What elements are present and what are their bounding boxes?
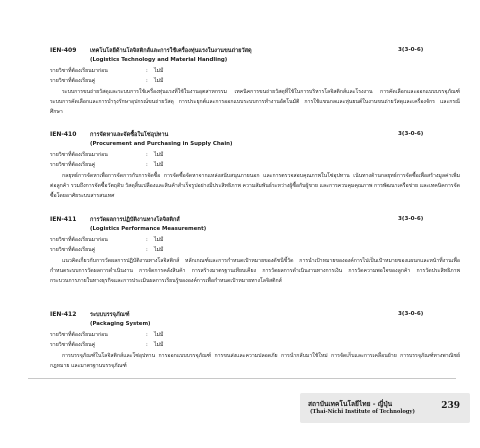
course-ien-409 — [50, 47, 460, 115]
course-credits: 3(3-0-6) — [398, 311, 424, 317]
prerequisite-label: รายวิชาที่ต้องเรียนมาก่อน — [50, 237, 108, 243]
corequisite-label: รายวิชาที่ต้องเรียนคู่ — [50, 247, 96, 253]
prerequisite-row — [50, 331, 163, 339]
colon: : — [146, 68, 148, 74]
course-header — [50, 131, 450, 141]
course-description: การบรรจุภัณฑ์ในโลจิสติกส์และโซ่อุปทาน การออกแบบบรรจุภัณฑ์ การขนส่งและความปลอดภัย การนำกลับมาใช้ใหม่ การจัดเก็บและการเคลื่อนย้าย การบรรจุภัณฑ์ทางพาณิชย์ กฎหมาย และมาตรฐานบรรจุภัณฑ์ — [50, 353, 460, 369]
corequisite-row — [50, 246, 163, 254]
course-ien-411 — [50, 216, 460, 284]
prerequisite-row — [50, 236, 163, 244]
corequisite-row — [50, 341, 163, 349]
course-title-th: การจัดหาและจัดซื้อในโซ่อุปทาน — [90, 132, 169, 138]
course-title-en: (Procurement and Purchasing in Supply Chain) — [90, 141, 233, 147]
course-header — [50, 47, 450, 57]
course-code: IEN-411 — [50, 216, 77, 223]
colon: : — [146, 162, 148, 168]
colon: : — [146, 78, 148, 84]
colon: : — [146, 332, 148, 338]
corequisite-value: ไม่มี — [154, 162, 164, 168]
corequisite-label: รายวิชาที่ต้องเรียนคู่ — [50, 78, 96, 84]
course-description: ระบบการขนถ่ายวัสดุและระบบการใช้เครื่องทุ่นแรงที่ใช้ในงานอุตสาหกรรม เทคนิคการขนถ่ายวัสดุที่ใช้ในการบริหารโลจิสติกส์และโรงงาน การคัดเลือกและออกแบบบรรจุภัณฑ์ ระบบการคัดเลือกและการบำรุงรักษาอุปกรณ์ขนถ่ายวัสดุ การประยุกต์และการออกแบบระบบการทำงานอัตโนมัติ การใช้แขนกลและหุ่นยนต์ในงานขนถ่ายวัสดุและเครื่องจักร และกรณีศึกษา — [50, 89, 460, 115]
course-code: IEN-409 — [50, 47, 77, 54]
prerequisite-value: ไม่มี — [154, 68, 164, 74]
footer-institute-box — [300, 393, 470, 423]
institute-name-th: สถาบันเทคโนโลยีไทย - ญี่ปุ่น — [308, 400, 393, 408]
course-description: กลยุทธ์การจัดหาเพื่อการจัดการกับการจัดซื้อ การจัดซื้อจัดหาจากแหล่งสนับสนุนภายนอก และการตรวจสอบคุณภาพในโซ่อุปทาน เน้นทางด้านกลยุทธ์การจัดซื้อเพื่อสร้างมูลค่าเพิ่มต่อลูกค้า รวมถึงการจัดซื้อวัตถุดิบ วัสดุสิ้นเปลืองและสินค้าสำเร็จรูปอย่างมีประสิทธิภาพ ความสัมพันธ์ระหว่างผู้ซื้อกับผู้ขาย และการควบคุมคุณภาพ การพัฒนาเครือข่าย และเทคนิคการจัดซื้อโดยอาศัยระบบสารสนเทศ — [50, 173, 460, 199]
course-code: IEN-410 — [50, 131, 77, 138]
prerequisite-row — [50, 151, 163, 159]
prerequisite-label: รายวิชาที่ต้องเรียนมาก่อน — [50, 332, 108, 338]
course-header — [50, 311, 450, 321]
prerequisite-value: ไม่มี — [154, 332, 164, 338]
institute-name-en: (Thai-Nichi Institute of Technology) — [310, 409, 415, 415]
corequisite-row — [50, 161, 163, 169]
prerequisite-value: ไม่มี — [154, 152, 164, 158]
course-ien-410 — [50, 131, 460, 199]
course-credits: 3(3-0-6) — [398, 216, 424, 222]
course-description: แนวคิดเกี่ยวกับการวัดผลการปฏิบัติงานทางโลจิสติกส์ หลักเกณฑ์และการกำหนดเป้าหมายของดัชนีชี้วัด การนำเป้าหมายขององค์การไปเป็นเป้าหมายของแผนกและหน้าที่งานเพื่อกำหนดระบบการวัดผลการดำเนินงาน การจัดการคลังสินค้า การสร้างมาตรฐานเทียบเคียง การวัดผลการดำเนินงานทางการเงิน การวัดความพอใจของลูกค้า การวัดประสิทธิภาพ กระบวนการภายในทางธุรกิจและการประเมินผลการเรียนรู้ขององค์การเพื่อกำหนดเป้าหมายทางโลจิสติกส์ — [50, 258, 460, 284]
page-number: 239 — [441, 401, 460, 411]
course-code: IEN-412 — [50, 311, 77, 318]
prerequisite-row — [50, 67, 163, 75]
footer-divider — [28, 378, 456, 379]
corequisite-label: รายวิชาที่ต้องเรียนคู่ — [50, 162, 96, 168]
course-title-th: การวัดผลการปฏิบัติงานทางโลจิสติกส์ — [90, 217, 180, 223]
corequisite-label: รายวิชาที่ต้องเรียนคู่ — [50, 342, 96, 348]
corequisite-value: ไม่มี — [154, 342, 164, 348]
course-title-en: (Logistics Technology and Material Handling) — [90, 57, 228, 63]
colon: : — [146, 237, 148, 243]
course-title-th: เทคโนโลยีด้านโลจิสติกส์และการใช้เครื่องทุ่นแรงในงานขนถ่ายวัสดุ — [90, 48, 252, 54]
course-title-en: (Logistics Performance Measurement) — [90, 226, 207, 232]
course-title-th: ระบบบรรจุภัณฑ์ — [90, 312, 130, 318]
course-credits: 3(3-0-6) — [398, 47, 424, 53]
course-ien-412 — [50, 311, 460, 369]
course-credits: 3(3-0-6) — [398, 131, 424, 137]
prerequisite-value: ไม่มี — [154, 237, 164, 243]
colon: : — [146, 152, 148, 158]
colon: : — [146, 342, 148, 348]
corequisite-value: ไม่มี — [154, 78, 164, 84]
course-title-en: (Packaging System) — [90, 321, 151, 327]
prerequisite-label: รายวิชาที่ต้องเรียนมาก่อน — [50, 152, 108, 158]
prerequisite-label: รายวิชาที่ต้องเรียนมาก่อน — [50, 68, 108, 74]
colon: : — [146, 247, 148, 253]
corequisite-value: ไม่มี — [154, 247, 164, 253]
course-header — [50, 216, 450, 226]
corequisite-row — [50, 77, 163, 85]
